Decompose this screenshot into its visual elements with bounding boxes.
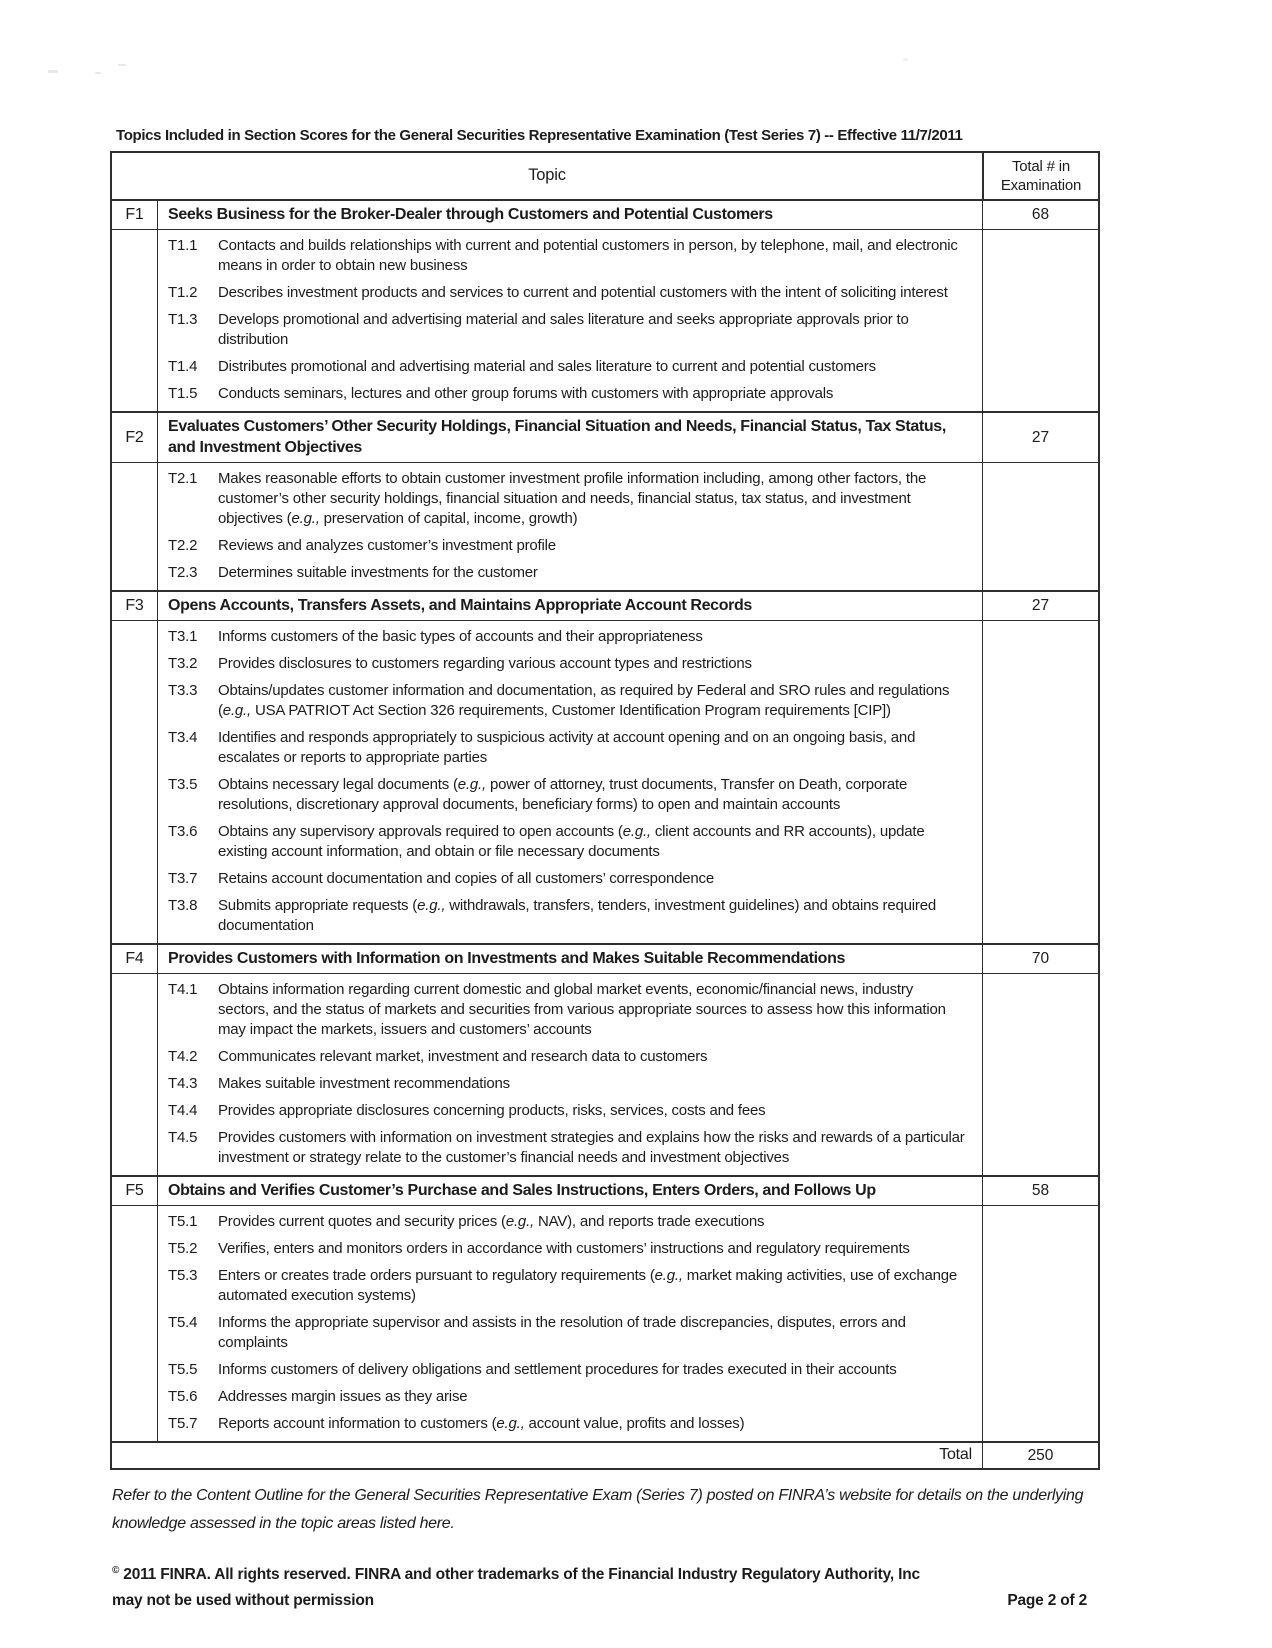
section-id: F4	[112, 945, 158, 974]
task-row	[158, 536, 982, 556]
task-row	[158, 563, 982, 583]
section-id: F1	[112, 201, 158, 230]
column-header-total	[982, 153, 1098, 199]
task-text: Contacts and builds relationships with current and potential customers in person, by telephone, mail, and electronic means in order to obtain new business	[218, 237, 958, 274]
task-text: Conducts seminars, lectures and other group forums with customers with appropriate approvals	[218, 385, 834, 402]
section-title: Opens Accounts, Transfers Assets, and Maintains Appropriate Account Records	[158, 592, 982, 621]
task-text: Provides disclosures to customers regarding various account types and restrictions	[218, 655, 752, 672]
task-text: Obtains/updates customer information and documentation, as required by Federal and SRO rules and regulations (e.g., USA PATRIOT Act Section 326 requirements, Customer Identification Program requirements [CIP])	[218, 682, 950, 719]
section-title: Seeks Business for the Broker-Dealer through Customers and Potential Customers	[158, 201, 982, 230]
topics-table	[110, 151, 1100, 1470]
section-title: Evaluates Customers’ Other Security Holdings, Financial Situation and Needs, Financial Status, Tax Status, and Investment Objectives	[158, 413, 982, 463]
divider-cell	[982, 621, 1098, 943]
task-text: Submits appropriate requests (e.g., withdrawals, transfers, tenders, investment guidelines) and obtains required documentation	[218, 897, 936, 934]
task-row	[158, 627, 982, 647]
task-row	[158, 310, 982, 350]
copyright-symbol: ©	[112, 1565, 120, 1576]
column-header-topic: Topic	[528, 165, 566, 184]
task-id: T5.2	[168, 1240, 198, 1257]
task-id: T3.4	[168, 729, 198, 746]
task-id: T5.1	[168, 1213, 198, 1230]
task-text: Makes reasonable efforts to obtain customer investment profile information including, among other factors, the customer’s other security holdings, financial situation and needs, financial status, tax status, and investment objectives (e.g., preservation of capital, income, growth)	[218, 470, 927, 527]
copyright-block	[112, 1558, 1087, 1614]
task-text: Develops promotional and advertising material and sales literature and seeks appropriate approvals prior to distribution	[218, 311, 909, 348]
task-text: Distributes promotional and advertising material and sales literature to current and potential customers	[218, 358, 876, 375]
task-row	[158, 1313, 982, 1353]
task-row	[158, 980, 982, 1040]
task-id: T3.8	[168, 897, 198, 914]
task-text: Provides appropriate disclosures concerning products, risks, services, costs and fees	[218, 1102, 766, 1119]
task-text: Informs customers of the basic types of accounts and their appropriateness	[218, 628, 703, 645]
task-id: T2.1	[168, 470, 198, 487]
task-id: T2.3	[168, 564, 198, 581]
task-id: T1.4	[168, 358, 198, 375]
task-text: Reports account information to customers (e.g., account value, profits and losses)	[218, 1415, 745, 1432]
task-id: T4.2	[168, 1048, 198, 1065]
task-text: Addresses margin issues as they arise	[218, 1388, 468, 1405]
section-count: 27	[982, 592, 1098, 621]
divider-cell	[982, 974, 1098, 1175]
task-text: Determines suitable investments for the customer	[218, 564, 538, 581]
task-list	[158, 974, 982, 1175]
task-text: Provides customers with information on investment strategies and explains how the risks and rewards of a particular investment or strategy relate to the customer’s financial needs and investment objectives	[218, 1129, 965, 1166]
task-row	[158, 728, 982, 768]
task-row	[158, 469, 982, 529]
divider-cell	[112, 230, 158, 411]
task-text: Obtains necessary legal documents (e.g., power of attorney, trust documents, Transfer on Death, corporate resolutions, discretionary approval documents, beneficiary forms) to open and maintain accounts	[218, 776, 908, 813]
task-row	[158, 896, 982, 936]
task-id: T1.5	[168, 385, 198, 402]
column-header-total-line2: Examination	[1000, 177, 1082, 194]
task-text: Retains account documentation and copies of all customers’ correspondence	[218, 870, 714, 887]
task-text: Obtains any supervisory approvals required to open accounts (e.g., client accounts and RR accounts), update existing account information, and obtain or file necessary documents	[218, 823, 925, 860]
page-title	[116, 126, 1100, 146]
scan-speck	[118, 64, 126, 66]
section-f2	[112, 411, 1098, 590]
divider-cell	[112, 974, 158, 1175]
task-id: T3.7	[168, 870, 198, 887]
task-id: T5.7	[168, 1415, 198, 1432]
task-row	[158, 283, 982, 303]
task-row	[158, 869, 982, 889]
copyright-text: 2011 FINRA. All rights reserved. FINRA and other trademarks of the Financial Industry Regulatory Authority, Inc	[123, 1566, 920, 1584]
task-id: T3.3	[168, 682, 198, 699]
task-row	[158, 1360, 982, 1380]
task-row	[158, 1239, 982, 1259]
task-id: T3.1	[168, 628, 198, 645]
task-row	[158, 1047, 982, 1067]
page-number: Page 2 of 2	[1007, 1592, 1087, 1610]
page-content	[110, 126, 1100, 1614]
scan-speck	[95, 72, 101, 74]
section-f3	[112, 590, 1098, 943]
task-row	[158, 1387, 982, 1407]
scan-speck	[903, 58, 908, 61]
copyright-line2	[112, 1588, 1087, 1614]
task-id: T3.5	[168, 776, 198, 793]
divider-cell	[112, 621, 158, 943]
task-row	[158, 384, 982, 404]
copyright-line1	[112, 1558, 1087, 1588]
task-id: T4.4	[168, 1102, 198, 1119]
task-id: T5.6	[168, 1388, 198, 1405]
section-id: F2	[112, 413, 158, 463]
total-label: Total	[939, 1446, 972, 1463]
section-f4	[112, 943, 1098, 1175]
task-list	[158, 463, 982, 590]
task-id: T1.2	[168, 284, 198, 301]
task-row	[158, 357, 982, 377]
task-id: T4.3	[168, 1075, 198, 1092]
task-id: T1.1	[168, 237, 198, 254]
column-header-total-line1: Total # in	[1011, 158, 1071, 175]
divider-cell	[112, 463, 158, 590]
section-id: F3	[112, 592, 158, 621]
divider-cell	[112, 1206, 158, 1441]
task-text: Obtains information regarding current domestic and global market events, economic/financial news, industry sectors, and the status of markets and securities from various appropriate sources to assess how this information may impact the markets, issuers and customers’ accounts	[218, 981, 946, 1038]
task-id: T4.1	[168, 981, 198, 998]
section-count: 70	[982, 945, 1098, 974]
task-row	[158, 1212, 982, 1232]
section-id: F5	[112, 1177, 158, 1206]
page-title-main: Topics Included in Section Scores for the General Securities Representative Examination (Test Series 7) --	[116, 127, 838, 144]
task-row	[158, 822, 982, 862]
section-count: 68	[982, 201, 1098, 230]
divider-cell	[982, 230, 1098, 411]
task-id: T5.5	[168, 1361, 198, 1378]
task-id: T5.3	[168, 1267, 198, 1284]
task-row	[158, 1128, 982, 1168]
task-id: T2.2	[168, 537, 198, 554]
task-list	[158, 621, 982, 943]
task-id: T3.2	[168, 655, 198, 672]
task-id: T1.3	[168, 311, 198, 328]
task-text: Identifies and responds appropriately to suspicious activity at account opening and on an ongoing basis, and escalates or reports to appropriate parties	[218, 729, 916, 766]
divider-cell	[982, 1206, 1098, 1441]
task-list	[158, 230, 982, 411]
section-f5	[112, 1175, 1098, 1441]
task-text: Enters or creates trade orders pursuant to regulatory requirements (e.g., market making activities, use of exchange automated execution systems)	[218, 1267, 958, 1304]
task-row	[158, 1266, 982, 1306]
section-f1	[112, 201, 1098, 411]
section-title: Obtains and Verifies Customer’s Purchase and Sales Instructions, Enters Orders, and Follows Up	[158, 1177, 982, 1206]
task-text: Communicates relevant market, investment and research data to customers	[218, 1048, 708, 1065]
task-list	[158, 1206, 982, 1441]
task-text: Reviews and analyzes customer’s investment profile	[218, 537, 556, 554]
task-row	[158, 1414, 982, 1434]
reference-note: Refer to the Content Outline for the General Securities Representative Exam (Series 7) posted on FINRA’s website for details on the underlying knowledge assessed in the topic areas listed here.	[112, 1487, 1084, 1532]
task-text: Verifies, enters and monitors orders in accordance with customers’ instructions and regulatory requirements	[218, 1240, 910, 1257]
task-row	[158, 681, 982, 721]
page-title-effective-date: Effective 11/7/2011	[837, 127, 963, 144]
task-id: T5.4	[168, 1314, 198, 1331]
task-row	[158, 775, 982, 815]
task-row	[158, 1101, 982, 1121]
task-text: Makes suitable investment recommendations	[218, 1075, 510, 1092]
section-count: 58	[982, 1177, 1098, 1206]
task-text: Describes investment products and services to current and potential customers with the intent of soliciting interest	[218, 284, 948, 301]
scan-speck	[48, 70, 58, 73]
task-row	[158, 236, 982, 276]
task-id: T4.5	[168, 1129, 198, 1146]
table-header-row	[112, 153, 1098, 201]
task-row	[158, 654, 982, 674]
section-count: 27	[982, 413, 1098, 463]
task-text: Informs the appropriate supervisor and assists in the resolution of trade discrepancies, disputes, errors and complaints	[218, 1314, 906, 1351]
section-title: Provides Customers with Information on Investments and Makes Suitable Recommendations	[158, 945, 982, 974]
total-row	[112, 1441, 1098, 1468]
copyright-text-continued: may not be used without permission	[112, 1592, 374, 1610]
divider-cell	[982, 463, 1098, 590]
task-id: T3.6	[168, 823, 198, 840]
total-value: 250	[982, 1443, 1098, 1468]
task-text: Informs customers of delivery obligations and settlement procedures for trades executed in their accounts	[218, 1361, 897, 1378]
task-text: Provides current quotes and security prices (e.g., NAV), and reports trade executions	[218, 1213, 765, 1230]
task-row	[158, 1074, 982, 1094]
